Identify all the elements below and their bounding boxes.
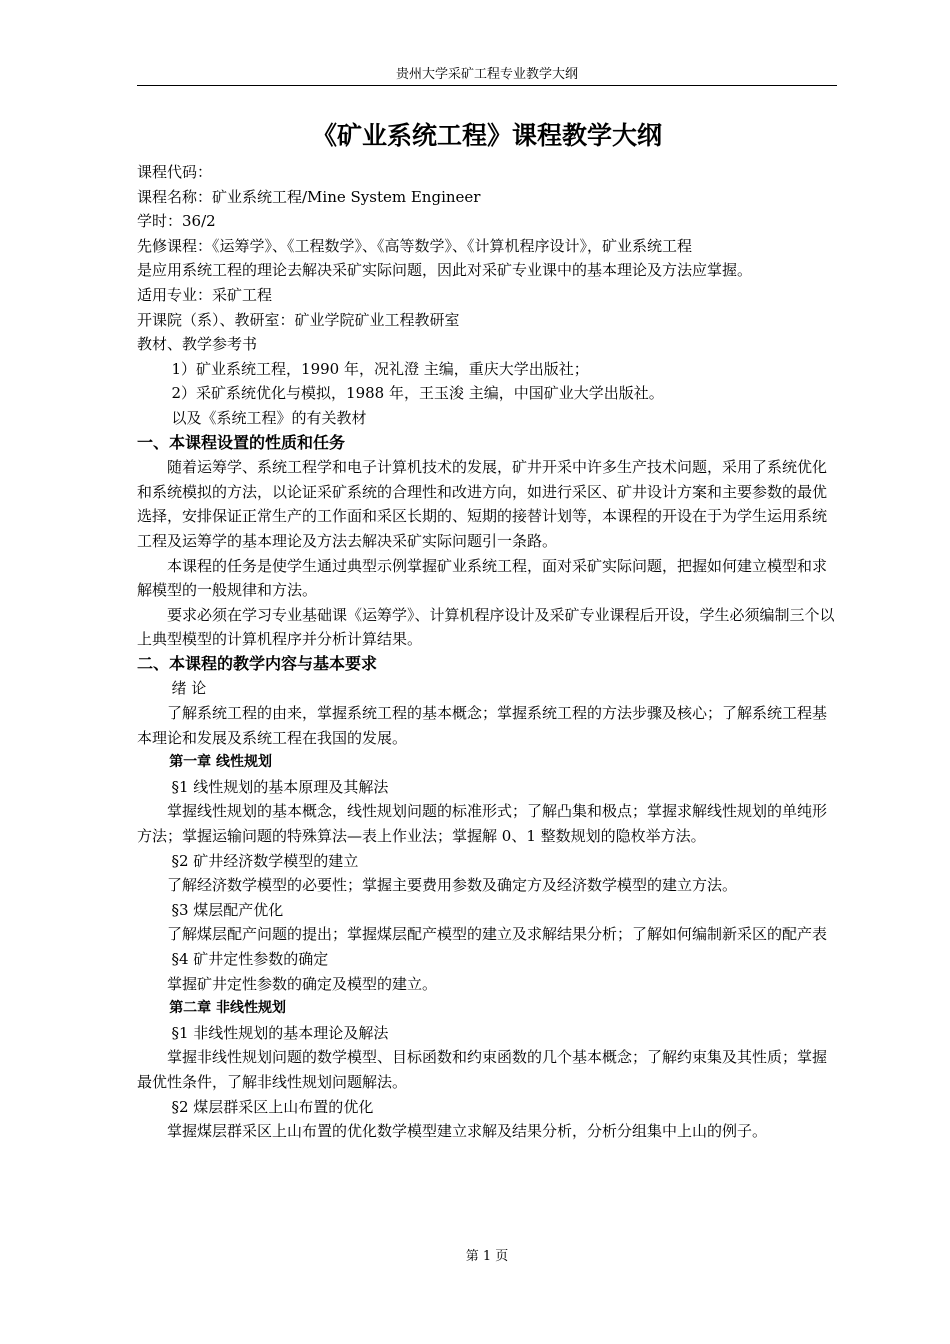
- section-1-paragraph-3: 要求必须在学习专业基础课《运筹学》、计算机程序设计及采矿专业课程后开设，学生必须编制三个以上典型模型的计算机程序并分析计算结果。: [137, 605, 835, 649]
- chapter-1-section-3-title: §3 煤层配产优化: [171, 900, 284, 919]
- course-name: 课程名称：矿业系统工程/Mine System Engineer: [137, 187, 481, 206]
- chapter-1-section-2-text: 了解经济数学模型的必要性；掌握主要费用参数及确定方及经济数学模型的建立方法。: [167, 876, 738, 895]
- section-1-paragraph-1: 随着运筹学、系统工程学和电子计算机技术的发展，矿井开采中许多生产技术问题，采用了系统优化和系统模拟的方法，以论证采矿系统的合理性和改进方向，如进行采区、矿井设计方案和主要参数的最优选择，安排保证正常生产的工作面和采区长期的、短期的接替计划等，本课程的开设在于为学生运用系统工程及运筹学的基本理论及方法去解决采矿实际问题引一条路。: [137, 458, 828, 550]
- section-1-heading: 一、本课程设置的性质和任务: [137, 432, 346, 452]
- applicable-major: 适用专业：采矿工程: [137, 285, 273, 304]
- chapter-1-section-1-title: §1 线性规划的基本原理及其解法: [171, 777, 389, 796]
- chapter-1-section-2-title: §2 矿井经济数学模型的建立: [171, 851, 359, 870]
- chapter-1-section-1-text: 掌握线性规划的基本概念，线性规划问题的标准形式；了解凸集和极点；掌握求解线性规划的单纯形方法；掌握运输问题的特殊算法—表上作业法；掌握解 0、1 整数规划的隐枚举方法。: [137, 802, 828, 846]
- chapter-2-section-2-text: 掌握煤层群采区上山布置的优化数学模型建立求解及结果分析，分析分组集中上山的例子。: [167, 1122, 768, 1141]
- prerequisites-line-1: 先修课程：《运筹学》、《工程数学》、《高等数学》、《计算机程序设计》，矿业系统工程: [137, 236, 693, 255]
- introduction-label: 绪 论: [171, 679, 207, 698]
- chapter-2-title: 第二章 非线性规划: [169, 1000, 287, 1017]
- page-header: 贵州大学采矿工程专业教学大纲: [395, 67, 578, 82]
- textbooks-label: 教材、教学参考书: [137, 335, 258, 354]
- section-1-paragraph-2: 本课程的任务是使学生通过典型示例掌握矿业系统工程，面对采矿实际问题，把握如何建立模型和求解模型的一般规律和方法。: [137, 556, 828, 600]
- introduction-text: 了解系统工程的由来，掌握系统工程的基本概念；掌握系统工程的方法步骤及核心；了解系统工程基本理论和发展及系统工程在我国的发展。: [137, 704, 828, 747]
- chapter-2-section-2-title: §2 煤层群采区上山布置的优化: [171, 1097, 374, 1116]
- chapter-1-section-3-text: 了解煤层配产问题的提出；掌握煤层配产模型的建立及求解结果分析；了解如何编制新采区的配产表: [167, 925, 828, 944]
- document-body: [137, 160, 839, 1144]
- course-hours: 学时：36/2: [137, 212, 216, 231]
- prerequisites-line-2: 是应用系统工程的理论去解决采矿实际问题，因此对采矿专业课中的基本理论及方法应掌握。: [137, 261, 753, 280]
- page-number: 第 1 页: [465, 1249, 509, 1264]
- document-title: 《矿业系统工程》课程教学大纲: [311, 121, 662, 150]
- course-code: 课程代码：: [137, 163, 213, 181]
- chapter-1-title: 第一章 线性规划: [169, 754, 273, 771]
- header-rule: [137, 85, 837, 86]
- chapter-1-section-4-title: §4 矿井定性参数的确定: [171, 950, 329, 968]
- chapter-1-section-4-text: 掌握矿井定性参数的确定及模型的建立。: [167, 974, 438, 993]
- textbook-2: 2）采矿系统优化与模拟，1988 年，王玉浚 主编，中国矿业大学出版社。: [171, 384, 664, 403]
- chapter-2-section-1-title: §1 非线性规划的基本理论及解法: [171, 1023, 389, 1042]
- textbook-3: 以及《系统工程》的有关教材: [171, 408, 367, 427]
- textbook-1: 1）矿业系统工程，1990 年，况礼澄 主编，重庆大学出版社；: [171, 359, 589, 378]
- department: 开课院（系）、教研室：矿业学院矿业工程教研室: [137, 310, 460, 329]
- chapter-2-section-1-text: 掌握非线性规划问题的数学模型、目标函数和约束函数的几个基本概念；了解约束集及其性质；掌握最优性条件，了解非线性规划问题解法。: [137, 1048, 828, 1091]
- section-2-heading: 二、本课程的教学内容与基本要求: [137, 653, 378, 673]
